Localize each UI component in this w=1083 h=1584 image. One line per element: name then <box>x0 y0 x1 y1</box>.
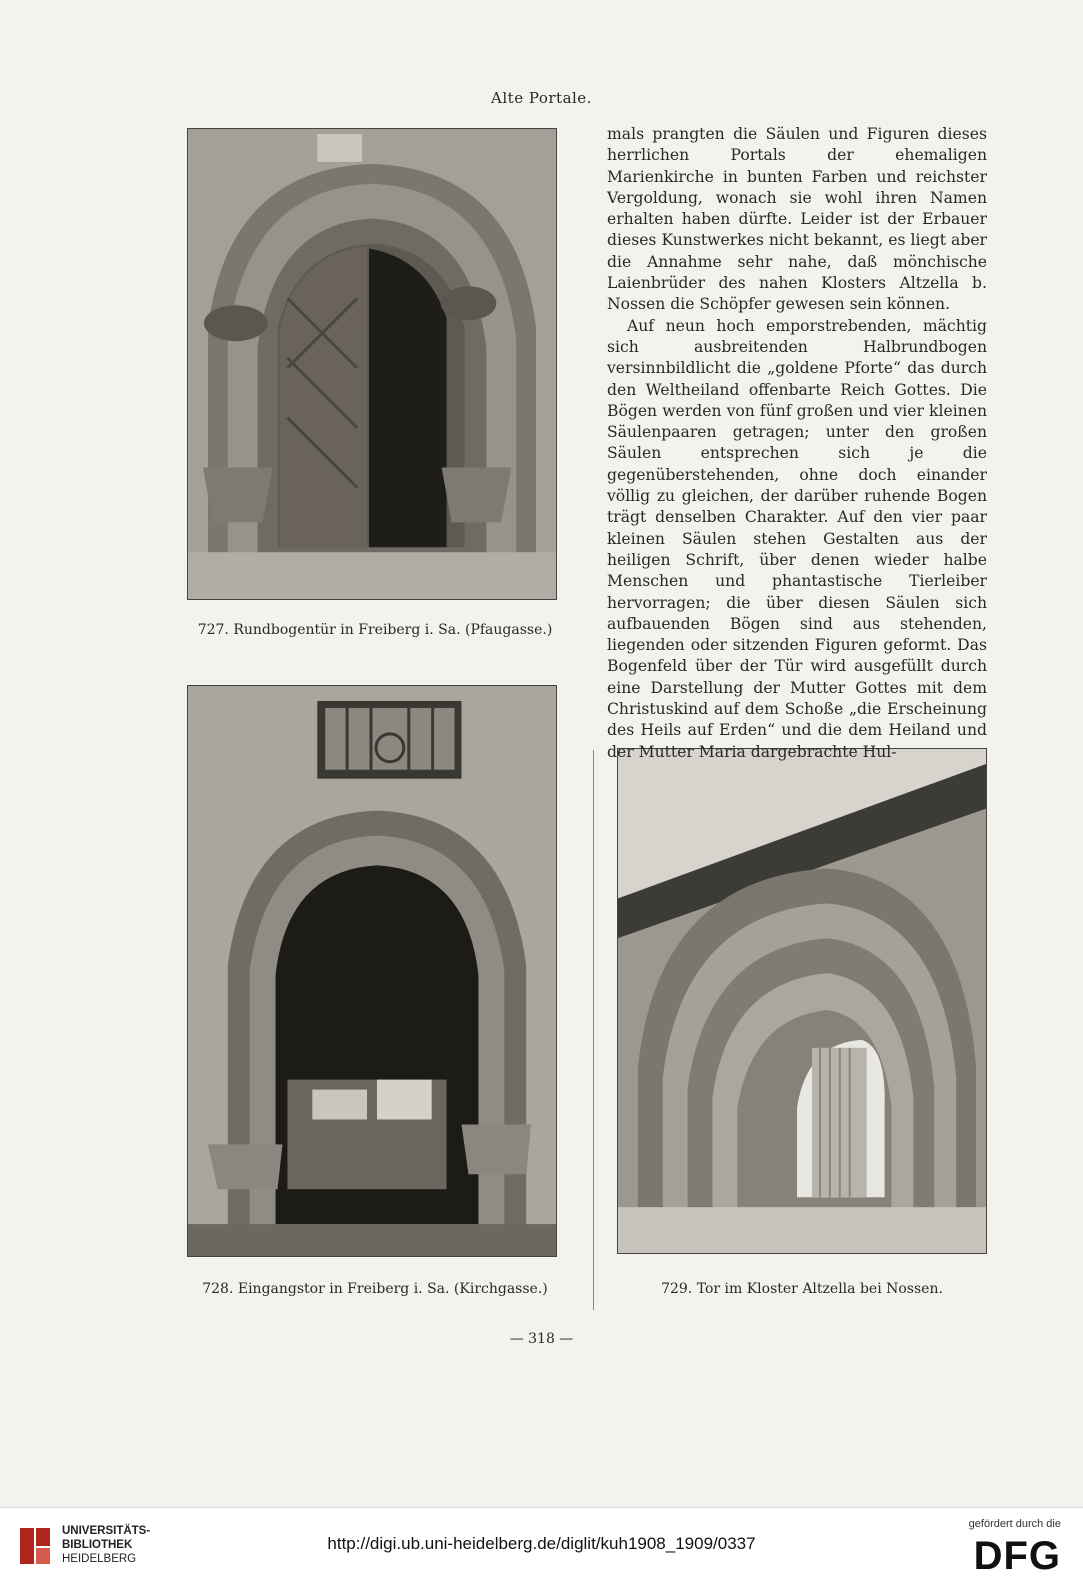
caption-729 <box>617 1281 987 1297</box>
figure-number-728: 728. <box>202 1281 234 1297</box>
library-line-1: UNIVERSITÄTS- <box>62 1525 151 1537</box>
library-line-3: HEIDELBERG <box>62 1553 137 1565</box>
dfg-logo: DFG <box>973 1534 1061 1578</box>
figure-caption-727: Rundbogentür in Freiberg i. Sa. (Pfaugasse.) <box>233 622 553 638</box>
permalink-url[interactable]: http://digi.ub.uni-heidelberg.de/diglit/kuh1908_1909/0337 <box>327 1534 756 1553</box>
running-head: Alte Portale. <box>491 89 592 107</box>
figure-caption-729: Tor im Kloster Altzella bei Nossen. <box>696 1281 943 1297</box>
paragraph-2: Auf neun hoch emporstrebenden, mächtig sich ausbreitenden Halbrundbogen versinnbildlicht die „goldene Pforte“ das durch den Weltheiland offenbarte Reich Gottes. Die Bögen werden von fünf großen und vier kleinen Säulenpaaren getragen; unter den großen Säulen entsprechen sich je die gegenüberstehenden, ohne doch einander völlig zu gleichen, der darüber ruhende Bogen trägt denselben Charakter. Auf den vier paar kleinen Säulen stehen Gestalten aus der heiligen Schrift, über denen wieder halbe Menschen und phantastische Tierleiber hervorragen; die über diesen Säulen sich aufbauenden Bögen sind aus stehenden, liegenden oder sitzenden Figuren geformt. Das Bogenfeld über der Tür wird ausgefüllt durch eine Darstellung der Mutter Gottes mit dem Christuskind auf dem Schoße „die Erscheinung des Heils auf Erden“ und die dem Heiland und der Mutter Maria dargebrachte Hul- <box>607 316 987 761</box>
body-text-column <box>607 124 987 763</box>
figure-caption-728: Eingangstor in Freiberg i. Sa. (Kirchgasse.) <box>237 1281 548 1297</box>
column-rule <box>593 750 594 1310</box>
photo-729-altzella-gate <box>617 748 987 1254</box>
figure-number-727: 727. <box>197 622 229 638</box>
figure-number-729: 729. <box>661 1281 693 1297</box>
page-number: — 318 — <box>509 1331 574 1347</box>
caption-728 <box>190 1281 560 1297</box>
caption-727 <box>190 622 560 638</box>
footer-bar <box>0 1507 1083 1584</box>
photo-728-entrance-gate <box>187 685 557 1257</box>
funding-note: gefördert durch die <box>968 1518 1061 1530</box>
library-line-2: BIBLIOTHEK <box>62 1539 133 1551</box>
paragraph-1: mals prangten die Säulen und Figuren dieses herrlichen Portals der ehemaligen Marienkirche in bunten Farben und reichster Vergoldung, wonach sie wohl ihren Namen erhalten haben dürfte. Leider ist der Erbauer dieses Kunstwerkes nicht bekannt, es liegt aber die Annahme sehr nahe, daß mönchische Laienbrüder des nahen Klosters Altzella b. Nossen die Schöpfer gewesen sein können. <box>607 125 987 314</box>
photo-727-round-arch-door <box>187 128 557 600</box>
